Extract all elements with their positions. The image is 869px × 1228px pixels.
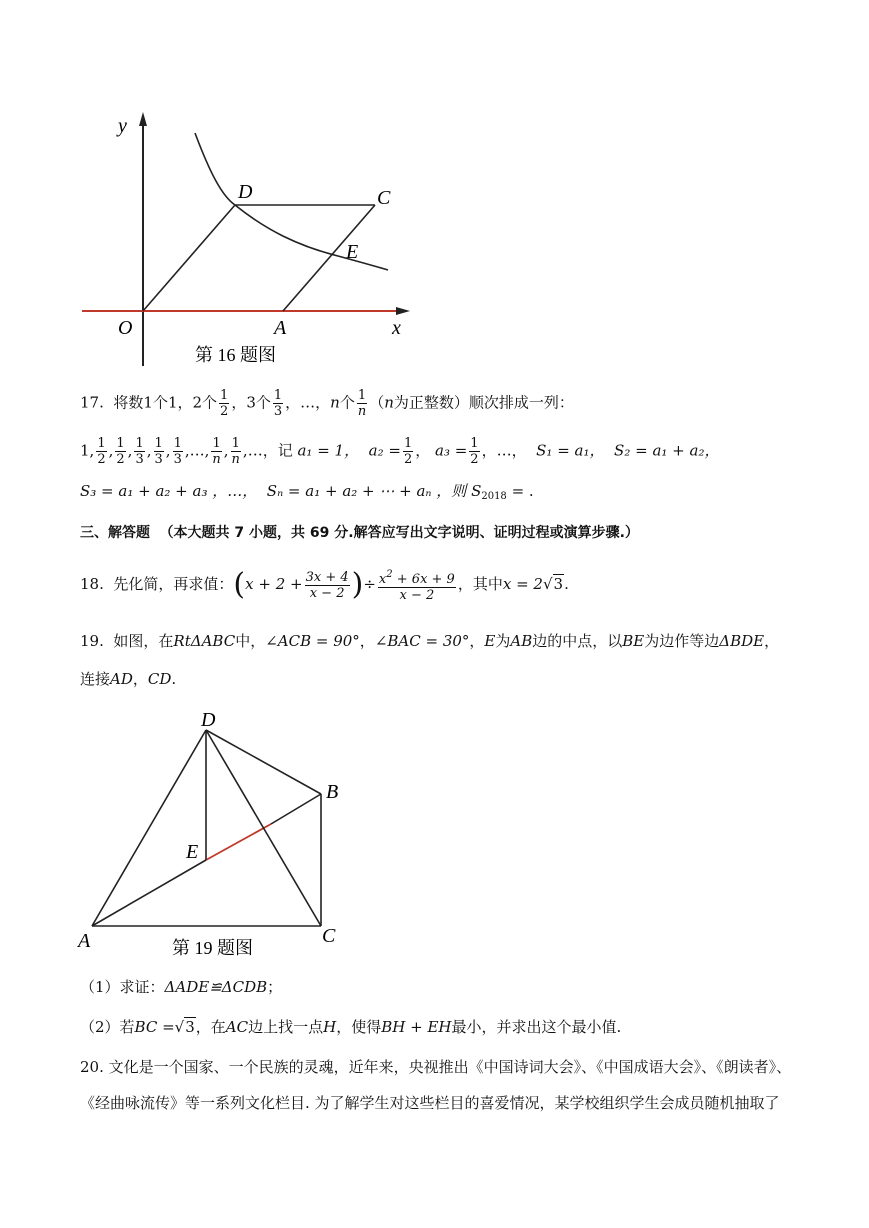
q19-sep: ，	[469, 632, 485, 650]
label-D: D	[238, 181, 253, 203]
frac-den: x − 2	[399, 588, 435, 603]
q17-number: 17.	[80, 393, 104, 412]
label-C: C	[322, 925, 336, 947]
q19-angle-1: ∠ACB = 90°	[265, 632, 360, 650]
section-note: （本大题共 7 小题，共 69 分.解答应写出文字说明、证明过程或演算步骤.）	[159, 525, 639, 541]
after-a3: ，…，	[481, 441, 527, 460]
a3-eq: a₃ =	[435, 441, 468, 460]
q17-line-2: 1, $\frac{1}{2}$ , $\frac{1}{2}$ , $\frac{1}{3}$ , $\frac{1}{3}$ , $\frac{1}{3}$ ,…, $\frac{1}{n}$ , $\frac{1}{n}$ ,…，记 a₁ = 1， a₂ = $\frac{1}{2}$ ， a₃ = $\frac{1}{2}$ ，…， S₁ = a₁， S₂ = a₁ + a₂，	[80, 436, 720, 467]
q19-angle-2: ∠BAC = 30°	[374, 632, 470, 650]
q19-text: 边的中点，以	[532, 632, 623, 650]
label-O: O	[118, 317, 133, 339]
q17-text-e: （	[369, 393, 385, 412]
segment-DB	[206, 730, 321, 794]
seq-end: ,…，记	[242, 441, 293, 460]
S2-eq: S₂ = a₁ + a₂，	[614, 441, 720, 460]
paren-open: (	[233, 567, 246, 602]
frac-den: 2	[97, 452, 106, 467]
fraction-1-2	[219, 388, 229, 419]
figure-19-diagram	[76, 704, 366, 966]
q19-BE: BE	[622, 632, 645, 650]
hyperbola-curve	[195, 133, 388, 270]
S-letter: S	[471, 482, 482, 500]
paren-close: )	[351, 567, 364, 602]
seq-frac	[173, 436, 183, 467]
frac-num: 1	[273, 388, 283, 403]
q18-frac1	[305, 570, 350, 601]
q19-1-expr: ΔADE≌ΔCDB	[164, 978, 268, 996]
frac-den: 3	[273, 404, 283, 419]
frac-num: 1	[116, 436, 125, 451]
q19-text: 连接	[80, 670, 111, 688]
q19-text: 为	[495, 632, 511, 650]
S-tail: = .	[506, 482, 534, 500]
frac-num: 1	[173, 436, 182, 451]
q18-frac2	[378, 567, 456, 603]
frac-num: 1	[231, 436, 240, 451]
q19-2-H: H	[323, 1018, 337, 1036]
q19-2-expr: BH + EH	[381, 1018, 452, 1036]
q18-text-b: ，其中	[457, 575, 503, 593]
S1-eq: S₁ = a₁，	[536, 441, 605, 460]
q18-expr-a: x + 2 +	[245, 575, 303, 593]
q19-part-2: （2）若BC =√3，在AC边上找一点H，使得BH + EH最小，并求出这个最小值.	[80, 1018, 622, 1036]
q19-part-1	[80, 976, 282, 998]
num-base: x	[378, 572, 387, 587]
S-subscript: 2018	[481, 491, 507, 502]
q18-end: .	[564, 575, 569, 593]
label-y: y	[118, 115, 127, 137]
q19-2-text: 最小，并求出这个最小值.	[451, 1018, 622, 1036]
q19-2-text: 边上找一点	[248, 1018, 324, 1036]
segment-AD	[92, 730, 206, 926]
q17-text-c: ，…，	[285, 393, 331, 412]
fraction-1-n	[357, 388, 367, 419]
q18-line: 18. 先化简，再求值：(x + 2 + $\frac{3x + 4}{x - 2}$ )÷ $\frac{x^2 + 6x + 9}{x - 2}$ ，其中x = 2√3.	[80, 567, 569, 603]
q19-2-text: ，在	[195, 1018, 226, 1036]
q19-CD: CD	[147, 670, 172, 688]
figure-16	[78, 108, 418, 370]
segment-EB-highlight	[206, 824, 271, 860]
q17-text-a: 将数1个1，2个	[113, 393, 218, 412]
segment-CA	[283, 205, 375, 311]
frac-num: 1	[97, 436, 106, 451]
frac-num: 1	[154, 436, 163, 451]
q19-2-AC: AC	[225, 1018, 249, 1036]
frac-num: 3x + 4	[305, 569, 349, 585]
label-C: C	[377, 187, 391, 209]
q19-line-1	[80, 630, 779, 652]
q19-sep: ，	[359, 632, 375, 650]
label-E: E	[186, 841, 199, 863]
seq-ellipsis: ,…,	[184, 441, 210, 460]
segment-DC	[206, 730, 321, 926]
section-title: 三、解答题	[80, 525, 150, 541]
num-rest: + 6x + 9	[392, 572, 455, 587]
x-axis-arrow-icon	[396, 307, 410, 315]
seq-frac	[154, 436, 164, 467]
seq-frac	[115, 436, 125, 467]
section-3-heading	[80, 521, 639, 544]
label-D: D	[201, 709, 216, 731]
q17-line-3	[80, 480, 534, 508]
fraction-1-3	[273, 388, 283, 419]
q19-AD: AD	[110, 670, 133, 688]
frac-den: 3	[154, 452, 163, 467]
y-axis-arrow-icon	[139, 112, 147, 126]
q19-2-label: （2）若	[80, 1018, 135, 1036]
Sn-eq: Sₙ = a₁ + a₂ + ⋯ + aₙ ，则	[266, 482, 467, 500]
q20-line-2: 《经曲咏流传》等一系列文化栏目. 为了解学生对这些栏目的喜爱情况，某学校组织学生会成员随机抽取了	[80, 1094, 780, 1112]
num-sup: 2	[386, 569, 393, 580]
S3-eq: S₃ = a₁ + a₂ + a₃ ，…，	[80, 482, 258, 500]
q19-text: 为边作等边	[644, 632, 720, 650]
label-A: A	[274, 317, 287, 339]
frac-num: 1	[357, 388, 367, 403]
q17-text-f: 为正整数）顺次排成一列：	[393, 393, 574, 412]
q19-text: .	[171, 670, 177, 688]
q20-line-1: 20. 文化是一个国家、一个民族的灵魂，近年来，央视推出《中国诗词大会》、《中国成语大会》、《朗读者》、	[80, 1058, 792, 1076]
q19-AB: AB	[510, 632, 533, 650]
frac-den: x − 2	[309, 585, 345, 601]
frac-num: 1	[470, 436, 479, 451]
figure-16-caption: 第 16 题图	[195, 345, 276, 365]
q17-text-d: 个	[339, 393, 355, 412]
frac-den: 2	[116, 452, 125, 467]
sqrt-value: 3	[185, 1018, 195, 1036]
frac-den: 3	[135, 452, 144, 467]
segment-OD	[143, 205, 235, 311]
label-A: A	[78, 930, 91, 952]
q19-triangle: RtΔABC	[173, 632, 236, 650]
q19-number: 19.	[80, 632, 104, 650]
frac-den: 2	[470, 452, 479, 467]
q19-2-text: ，使得	[336, 1018, 382, 1036]
a1-eq: a₁ = 1，	[297, 441, 360, 460]
q19-2-BC: BC =	[134, 1018, 175, 1036]
q17-text-b: ，3个	[231, 393, 271, 412]
label-E: E	[346, 241, 359, 263]
segment-AE	[92, 860, 206, 926]
a3-frac	[469, 436, 479, 467]
q19-line-2	[80, 668, 176, 690]
a2-frac	[403, 436, 413, 467]
frac-num	[378, 567, 456, 588]
var-n: n	[384, 393, 394, 412]
q19-text: 如图，在	[113, 632, 174, 650]
q17-line-1	[80, 388, 574, 419]
q19-BDE: ΔBDE	[719, 632, 765, 650]
a2-eq: a₂ =	[368, 441, 401, 460]
frac-den: n	[212, 452, 221, 467]
q19-text: ，	[132, 670, 148, 688]
seq-frac	[231, 436, 241, 467]
frac-num: 1	[220, 388, 229, 403]
figure-19	[76, 704, 366, 966]
q18-text-a: 先化简，再求值：	[113, 575, 234, 593]
q18-number: 18.	[80, 575, 104, 593]
divide-sign: ÷	[363, 575, 376, 593]
figure-16-diagram	[78, 108, 418, 370]
sqrt-value: 3	[553, 575, 564, 593]
label-x: x	[392, 317, 401, 339]
var-n: n	[330, 393, 340, 412]
frac-den: 2	[403, 452, 413, 467]
seq-frac	[211, 436, 221, 467]
seq-frac	[134, 436, 144, 467]
q19-1-end: ；	[267, 978, 283, 996]
frac-den: n	[357, 404, 367, 419]
frac-num: 1	[403, 436, 413, 451]
q19-text: 中，	[235, 632, 266, 650]
seq-start: 1,	[80, 441, 95, 460]
segment-EB	[271, 794, 321, 824]
seq-frac	[96, 436, 106, 467]
q19-text: ，	[764, 632, 780, 650]
label-B: B	[326, 781, 339, 803]
frac-num: 1	[212, 436, 221, 451]
q19-1-label: （1）求证：	[80, 978, 165, 996]
frac-den: 3	[173, 452, 182, 467]
frac-den: n	[231, 452, 240, 467]
q19-E: E	[484, 632, 496, 650]
frac-den: 2	[220, 404, 229, 419]
frac-num: 1	[135, 436, 144, 451]
figure-19-caption: 第 19 题图	[172, 938, 253, 958]
q18-x-eq: x = 2	[502, 575, 543, 593]
